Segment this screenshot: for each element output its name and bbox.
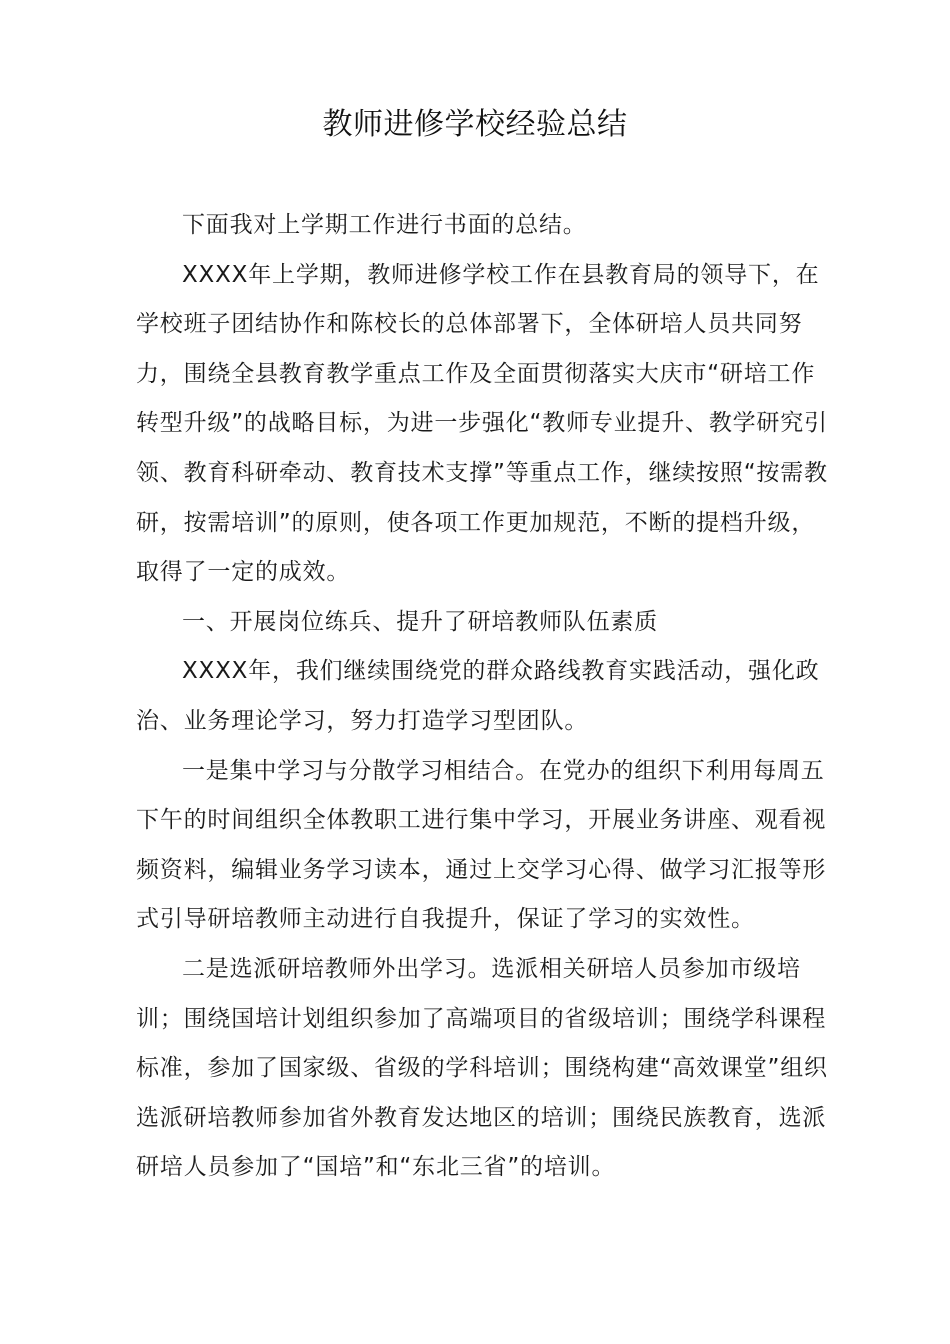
paragraph-point-2: 二是选派研培教师外出学习。选派相关研培人员参加市级培训；围绕国培计划组织参加了高端项目的省级培训；围绕学科课程标准，参加了国家级、省级的学科培训；围绕构建“高效课堂”组织选派研培教师参加省外教育发达地区的培训；围绕民族教育，选派研培人员参加了“国培”和“东北三省”的培训。 (136, 955, 828, 1181)
paragraph-section-1-intro: XXXX年，我们继续围绕党的群众路线教育实践活动，强化政治、业务理论学习，努力打造学习型团队。 (136, 658, 820, 734)
paragraph-intro: 下面我对上学期工作进行书面的总结。 (182, 212, 587, 238)
paragraph-overview: XXXX年上学期，教师进修学校工作在县教育局的领导下，在学校班子团结协作和陈校长的总体部署下，全体研培人员共同努力，围绕全县教育教学重点工作及全面贯彻落实大庆市“研培工作转型升级”的战略目标，为进一步强化“教师专业提升、教学研究引领、教育科研牵动、教育技术支撑”等重点工作，继续按照“按需教研，按需培训”的原则，使各项工作更加规范，不断的提档升级，取得了一定的成效。 (136, 261, 828, 586)
paragraph-point-1: 一是集中学习与分散学习相结合。在党办的组织下利用每周五下午的时间组织全体教职工进行集中学习，开展业务讲座、观看视频资料，编辑业务学习读本，通过上交学习心得、做学习汇报等形式引导研培教师主动进行自我提升，保证了学习的实效性。 (136, 757, 827, 933)
document-title: 教师进修学校经验总结 (322, 107, 628, 142)
section-heading-1: 一、开展岗位练兵、提升了研培教师队伍素质 (182, 608, 658, 635)
document-body (136, 201, 832, 1193)
